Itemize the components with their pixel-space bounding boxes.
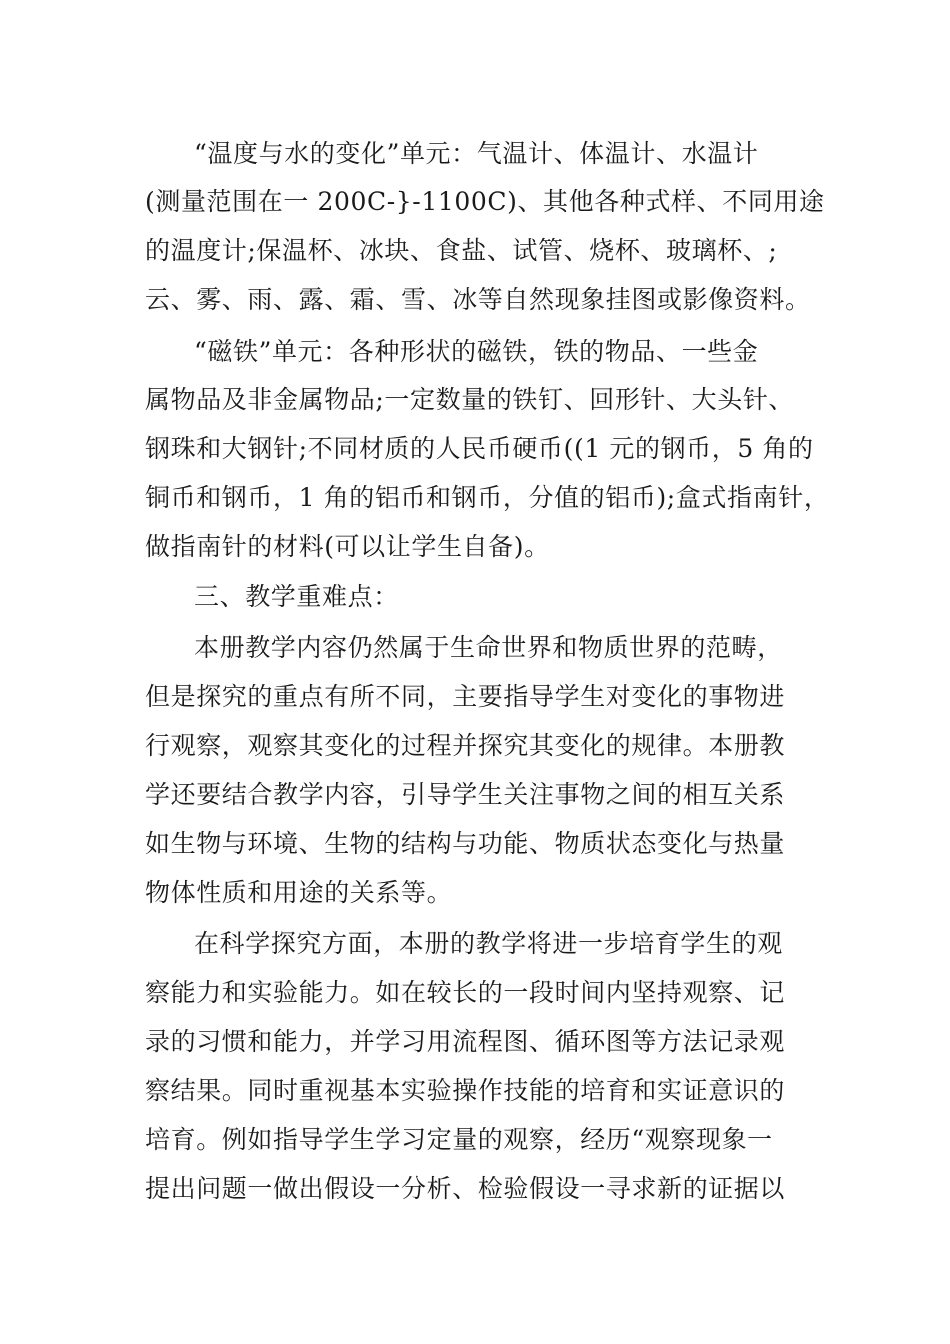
text-line: 但是探究的重点有所不同，主要指导学生对变化的事物进 <box>145 682 786 711</box>
text-line: 培育。例如指导学生学习定量的观察，经历“观察现象一 <box>145 1125 773 1154</box>
text-line: 提出问题一做出假设一分析、检验假设一寻求新的证据以 <box>145 1174 786 1203</box>
text-line: 钢珠和大钢针;不同材质的人民币硬币((1 元的钢币，5 角的 <box>145 434 814 463</box>
text-line: 本册教学内容仍然属于生命世界和物质世界的范畴， <box>194 633 783 662</box>
text-line: 的温度计;保温杯、冰块、食盐、试管、烧杯、玻璃杯、; <box>145 236 778 265</box>
text-line: “温度与水的变化”单元：气温计、体温计、水温计 <box>194 139 759 168</box>
section-heading: 三、教学重难点： <box>194 582 399 611</box>
text-line: 物体性质和用途的关系等。 <box>145 878 453 907</box>
text-line: 铜币和钢币，1 角的铝币和钢币，分值的铝币);盒式指南针， <box>145 483 830 512</box>
text-line: 云、雾、雨、露、霜、雪、冰等自然现象挂图或影像资料。 <box>145 285 811 314</box>
text-line: “磁铁”单元：各种形状的磁铁，铁的物品、一些金 <box>194 337 759 366</box>
text-line: 在科学探究方面，本册的教学将进一步培育学生的观 <box>194 929 783 958</box>
text-line: 察能力和实验能力。如在较长的一段时间内坚持观察、记 <box>145 978 786 1007</box>
text-line: 察结果。同时重视基本实验操作技能的培育和实证意识的 <box>145 1076 786 1105</box>
text-line: 学还要结合教学内容，引导学生关注事物之间的相互关系 <box>145 780 786 809</box>
text-line: 行观察，观察其变化的过程并探究其变化的规律。本册教 <box>145 731 786 760</box>
text-line: 属物品及非金属物品;一定数量的铁钉、回形针、大头针、 <box>145 385 795 414</box>
text-line: (测量范围在一 200C-}-1100C)、其他各种式样、不同用途 <box>145 187 825 216</box>
text-line: 做指南针的材料(可以让学生自备)。 <box>145 532 550 561</box>
text-line: 录的习惯和能力，并学习用流程图、循环图等方法记录观 <box>145 1027 786 1056</box>
text-line: 如生物与环境、生物的结构与功能、物质状态变化与热量 <box>145 829 786 858</box>
